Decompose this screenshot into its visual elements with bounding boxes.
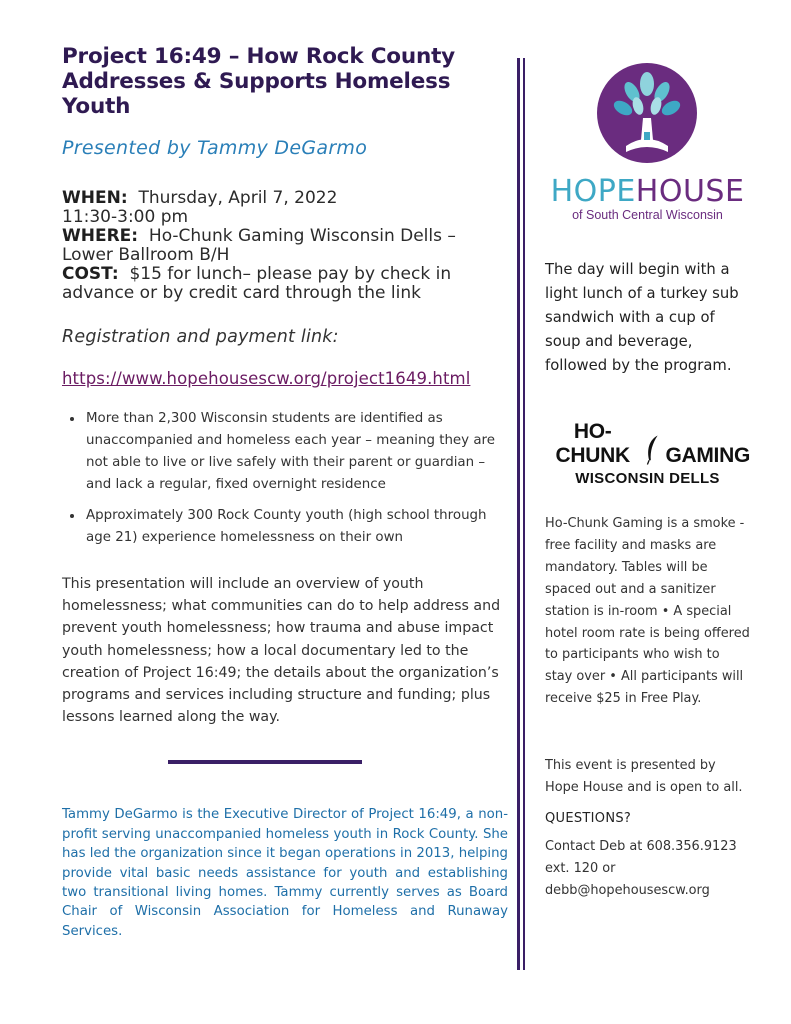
- right-column: [545, 58, 750, 902]
- hope-house-subtitle: of South Central Wisconsin: [572, 208, 723, 222]
- left-column: [62, 44, 508, 941]
- cost-row-2: advance or by credit card through the link: [62, 283, 421, 303]
- registration-link[interactable]: https://www.hopehousescw.org/project1649.html: [62, 369, 471, 388]
- where-row-2: Lower Ballroom B/H: [62, 245, 230, 265]
- ho-chunk-location: WISCONSIN DELLS: [575, 470, 720, 487]
- presented-by: This event is presented by Hope House and is open to all.: [545, 758, 743, 796]
- where-label: WHERE:: [62, 226, 139, 246]
- presenter-bio: Tammy DeGarmo is the Executive Director of Project 16:49, a non-profit serving unaccompanied homeless youth in Rock County. She has led the organization since it began operations in 2013, helping provide vital basic needs assistance for youth and establishing two transitional living homes. Tammy currently serves as Board Chair of Wisconsin Association for Homeless and Runaway Services.: [62, 807, 508, 939]
- facts-list: [62, 408, 508, 549]
- cost-row: [62, 265, 508, 284]
- title-line-1: Project 16:49 – How Rock County: [62, 44, 455, 69]
- wordmark-house: HOUSE: [635, 174, 745, 209]
- contact-info: Contact Deb at 608.356.9123 ext. 120 or debb@hopehousescw.org: [545, 838, 737, 898]
- ho-chunk-word: HO-CHUNK: [555, 420, 630, 467]
- feather-icon: [644, 432, 661, 468]
- time-row: 11:30-3:00 pm: [62, 207, 189, 227]
- ho-chunk-logo: [545, 420, 750, 487]
- ho-chunk-logo-top: [545, 420, 750, 468]
- facility-info: Ho-Chunk Gaming is a smoke -free facility and masks are mandatory. Tables will be spaced out and a sanitizer station is in-room • A special hotel room rate is being offered to participants who wish to stay over • All participants will receive $25 in Free Play.: [545, 516, 750, 707]
- event-details: [62, 189, 508, 303]
- when-value: Thursday, April 7, 2022: [138, 188, 338, 208]
- hope-house-logo: [545, 58, 750, 258]
- wordmark-hope: HOPE: [550, 174, 636, 209]
- where-row: [62, 227, 508, 246]
- cost-label: COST:: [62, 264, 119, 284]
- title-line-2: Addresses & Supports Homeless Youth: [62, 69, 451, 119]
- tree-logo-icon: [596, 62, 698, 164]
- questions-heading: QUESTIONS?: [545, 810, 632, 826]
- where-value: Ho-Chunk Gaming Wisconsin Dells –: [148, 226, 456, 246]
- presentation-summary: This presentation will include an overview of youth homelessness; what communities can do to help address and prevent youth homelessness; how trauma and abuse impact youth homelessness; how a local documentary led to the creation of Project 16:49; the details about the organization’s programs and services including structure and funding; plus lessons learned along the way.: [62, 576, 501, 726]
- list-item: • More than 2,300 Wisconsin students are identified as unaccompanied and homeless each year – meaning they are not able to live or live safely with their parent or guardian – and lack a regular, fixed overnight residence: [84, 408, 508, 496]
- presenter: Presented by Tammy DeGarmo: [62, 137, 368, 159]
- lunch-description: The day will begin with a light lunch of a turkey sub sandwich with a cup of soup and beverage, followed by the program.: [545, 261, 739, 374]
- hope-house-wordmark: [545, 174, 750, 209]
- column-divider-inner: [523, 58, 525, 970]
- when-label: WHEN:: [62, 188, 128, 208]
- event-title: [62, 44, 508, 119]
- section-divider: [168, 760, 362, 764]
- column-divider: [517, 58, 520, 970]
- list-item: • Approximately 300 Rock County youth (high school through age 21) experience homelessness on their own: [84, 505, 508, 549]
- when-row: [62, 189, 508, 208]
- registration-label: Registration and payment link:: [62, 327, 339, 347]
- cost-value: $15 for lunch– please pay by check in: [129, 264, 452, 284]
- gaming-word: GAMING: [665, 444, 750, 467]
